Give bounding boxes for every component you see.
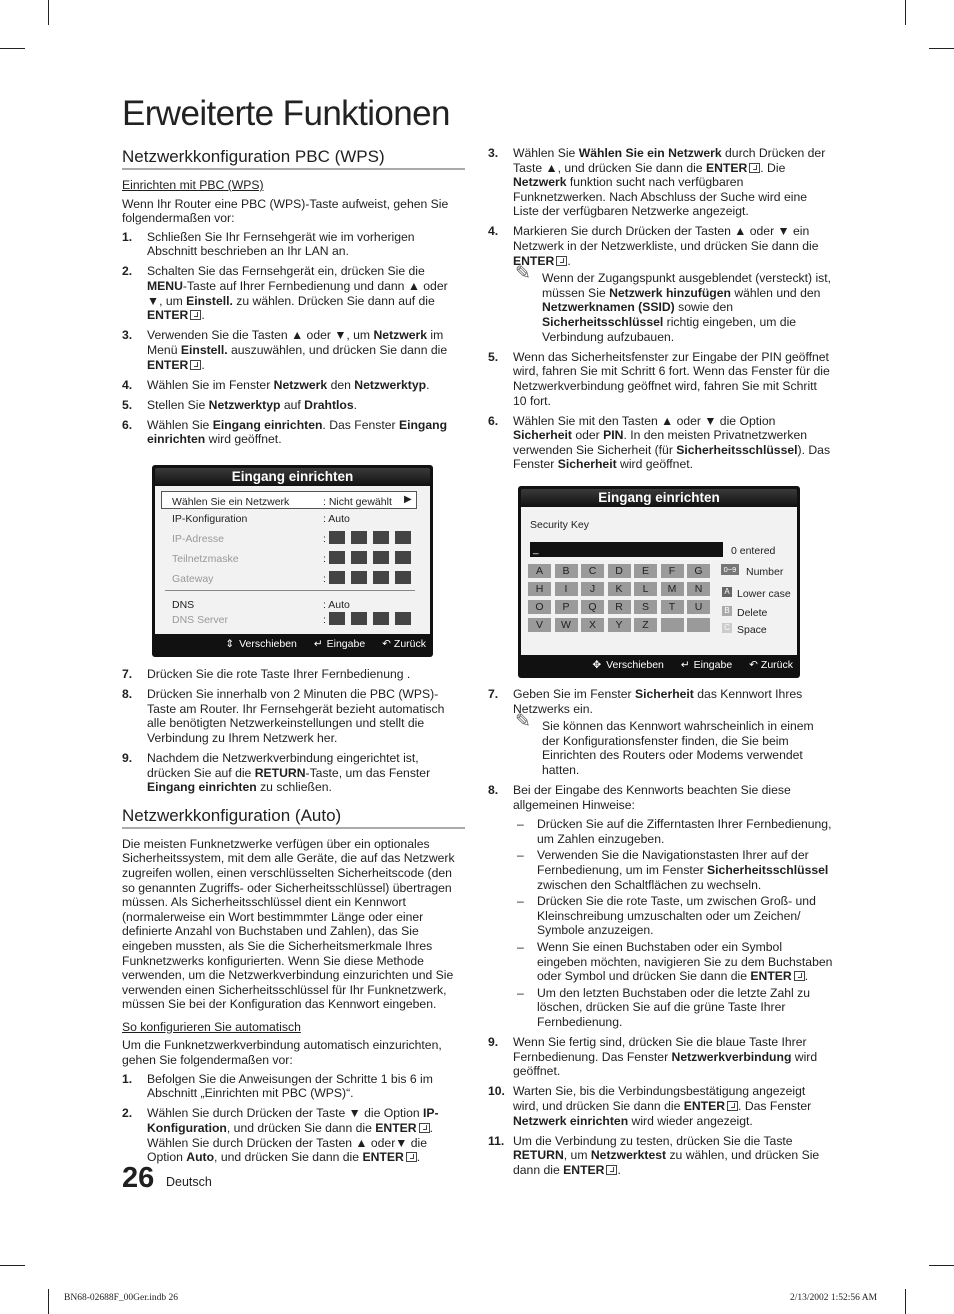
keyboard-key[interactable]: L — [634, 582, 657, 596]
screen-footer: ⇕ Verschieben ↵ Eingabe ↶ Zurück — [225, 638, 426, 650]
pbc-steps — [122, 230, 465, 447]
keyboard-key[interactable]: N — [687, 582, 710, 596]
move-icon: ⇕ — [225, 638, 235, 650]
list-item: 3. Wählen Sie Wählen Sie ein Netzwerk durch Drücken der Taste ▲, und drücken Sie dann die ENTER . Die Netzwerk funktion sucht nach verfügbaren Funknetzwerken. Nach Abschluss der Suche wird eine Liste der verfügbaren Netzwerke angezeigt. — [488, 146, 826, 219]
left-column — [122, 146, 465, 1170]
enter-icon — [419, 1123, 430, 1133]
auto-steps-cont — [488, 146, 833, 472]
security-key-input[interactable]: _ — [530, 542, 723, 557]
list-item: 7. Geben Sie im Fenster Sicherheit das Kennwort Ihres Netzwerks ein. ✎ Sie können das Kennwort wahrscheinlich in einem der Konfigurationsfenster finden, die Sie beim Einrichten des Routers oder Modems verwendet hatten. — [488, 687, 833, 778]
list-item: 1. Befolgen Sie die Anweisungen der Schritte 1 bis 6 im Abschnitt „Einrichten mit PBC (WPS)“. — [122, 1071, 433, 1101]
keyboard-key[interactable]: E — [634, 564, 657, 578]
screen-body — [521, 507, 797, 655]
list-item: 3. Verwenden Sie die Tasten ▲ oder ▼, um Netzwerk im Menü Einstell. auszuwählen, und drücken Sie dann die ENTER . — [122, 328, 448, 372]
row-value: : — [323, 614, 326, 626]
ip-fields — [329, 530, 417, 545]
list-item: 1. Schließen Sie Ihr Fernsehgerät wie im vorherigen Abschnitt beschrieben an Ihr LAN an. — [122, 229, 415, 259]
keyboard-key[interactable]: P — [555, 600, 578, 614]
divider — [165, 590, 415, 591]
section-title-auto: Netzwerkkonfiguration (Auto) — [122, 805, 465, 829]
list-item: 8. Drücken Sie innerhalb von 2 Minuten die PBC (WPS)-Taste am Router. Ihr Fernsehgerät bezieht automatisch alle benötigten Netzwerkeinstellungen und stellt die Verbindung zu Ihrem Netzwerk her. — [122, 687, 445, 745]
keyboard-key[interactable]: W — [555, 618, 578, 632]
pencil-icon: ✎ — [515, 711, 531, 733]
arrow-right-icon: ▶ — [404, 494, 412, 505]
crop-mark — [48, 0, 49, 25]
pencil-icon: ✎ — [515, 263, 531, 285]
blue-key-icon: C — [722, 623, 732, 633]
list-item: 4. Markieren Sie durch Drücken der Tasten ▲ oder ▼ ein Netzwerk in der Netzwerkliste, und drücken Sie dann die ENTER . ✎ Wenn der Zugangspunkt ausgeblendet (versteckt) ist, müssen Sie Netzwerk hinzufügen wählen und den Netzwerknamen (SSID) sowie den Sicherheitsschlüssel richtig eingeben, um die Verbindung aufzubauen. — [488, 224, 832, 344]
crop-mark — [929, 1265, 954, 1266]
row-label: IP-Adresse — [172, 533, 224, 545]
row-label: Wählen Sie ein Netzwerk — [172, 496, 290, 508]
option-number: Number — [746, 565, 784, 578]
list-item: – Um den letzten Buchstaben oder die letzte Zahl zu löschen, drücken Sie auf die grüne Taste Ihrer Fernbedienung. — [517, 985, 811, 1029]
enter-icon — [727, 1101, 738, 1111]
page-number: 26 — [122, 1162, 155, 1194]
list-item: 8. Bei der Eingabe des Kennworts beachten Sie diese allgemeinen Hinweise: – Drücken Sie auf die Zifferntasten Ihrer Fernbedienung, um Zahlen einzugeben. – Verwenden Sie die Navigationstasten Ihrer auf der Fernbedienung, um im Fenster Sicherheitsschlüssel zwischen den Schaltflächen zu wechseln. – Drücken Sie die rote Taste, um zwischen Groß- und Kleinschreibung umzuschalten oder um Zeichen/ Symbole anzuzeigen. – Wenn Sie einen Buchstaben oder ein Symbol eingeben möchten, navigieren Sie zu dem Buchstaben oder Symbol und drücken Sie dann die ENTER . – Um den letzten Buchstaben oder die letzte Zahl zu löschen, drücken Sie auf die grüne Taste Ihrer Fernbedienung. — [488, 783, 833, 1029]
keyboard-key[interactable]: F — [661, 564, 684, 578]
row-value: : — [323, 573, 326, 585]
list-item: – Wenn Sie einen Buchstaben oder ein Symbol eingeben möchten, navigieren Sie zu dem Buchstaben oder Symbol und drücken Sie dann die ENTER . — [517, 939, 833, 984]
auto-steps — [122, 1072, 465, 1165]
row-value: : — [323, 533, 326, 545]
list-item: 2. Wählen Sie durch Drücken der Taste ▼ die Option IP-Konfiguration, und drücken Sie dann die ENTER . Wählen Sie durch Drücken der Tasten ▲ oder▼ die Option Auto, und drücken Sie dann die ENTER . — [122, 1106, 439, 1165]
page-language: Deutsch — [166, 1175, 212, 1189]
keyboard-key[interactable]: U — [687, 600, 710, 614]
print-date: 2/13/2002 1:52:56 AM — [790, 1293, 878, 1303]
row-label[interactable]: IP-Konfiguration — [172, 513, 248, 525]
enter-icon: ↵ — [313, 638, 323, 650]
subsection-auto: So konfigurieren Sie automatisch — [122, 1019, 301, 1034]
keyboard-key[interactable]: Q — [581, 600, 604, 614]
keyboard-key[interactable]: H — [528, 582, 551, 596]
enter-icon — [406, 1152, 417, 1162]
enter-icon — [190, 360, 201, 370]
keyboard-key[interactable]: C — [581, 564, 604, 578]
list-item: 10. Warten Sie, bis die Verbindungsbestätigung angezeigt wird, und drücken Sie dann die ENTER . Das Fenster Netzwerk einrichten wird wieder angezeigt. — [488, 1084, 812, 1128]
keyboard-key[interactable]: I — [555, 582, 578, 596]
subsection-pbc: Einrichten mit PBC (WPS) — [122, 178, 264, 192]
row-label: DNS Server — [172, 614, 229, 626]
keyboard-key[interactable]: D — [608, 564, 631, 578]
green-key-icon: B — [722, 606, 732, 616]
enter-icon — [749, 163, 760, 173]
auto-intro: Die meisten Funknetzwerke verfügen über ein optionales Sicherheitssystem, mit dem alle Geräte, die auf das Netzwerk zugreifen wollen, einen verschlüsselten Sicherheitscode (den so genannten Zugriffs- oder Sicherheitsschlüssel) übertragen müssen. Als Sicherheitsschlüssel dient ein Kennwort (normalerweise ein Wort bestimmmter Länge oder einer definierte Anzahl von Buchstaben und Zahlen), das Sie eingeben mussten, als Sie die Sicherheitsmerkmale Ihres Funknetzwerks konfigurierten. Wenn Sie diese Methode verwenden, um die Netzwerkverbindung einzurichten und Sie verwenden einen Sicherheitsschlüssel für Ihr Funknetzwerk, müssen Sie bei der Konfiguration das Kennwort eingeben. — [122, 836, 455, 1012]
entered-count: 0 entered — [731, 544, 776, 557]
list-item: 5. Wenn das Sicherheitsfenster zur Eingabe der PIN geöffnet wird, fahren Sie mit Schritt 6 fort. Wenn das Fenster für die Netzwerkverbindung geöffnet wird, fahren Sie mit Schritt 10 fort. — [488, 349, 830, 408]
keyboard-key[interactable]: A — [528, 564, 551, 578]
row-label: DNS — [172, 599, 195, 611]
list-item: – Drücken Sie die rote Taste, um zwischen Groß- und Kleinschreibung umzuschalten oder um Zeichen/ Symbole anzuzeigen. — [517, 894, 816, 938]
note: ✎ Sie können das Kennwort wahrscheinlich in einem der Konfigurationsfenster finden, die Sie beim Einrichten des Routers oder Modems verwendet hatten. — [515, 711, 814, 777]
screen-body — [155, 486, 430, 634]
row-label: Teilnetzmaske — [172, 553, 239, 565]
keyboard-key[interactable]: T — [661, 600, 684, 614]
crop-mark — [905, 0, 906, 25]
red-key-icon: A — [722, 587, 732, 597]
enter-icon — [556, 256, 567, 266]
return-icon: ↶ — [749, 658, 758, 671]
keyboard-key[interactable]: R — [608, 600, 631, 614]
list-item: 9. Wenn Sie fertig sind, drücken Sie die blaue Taste Ihrer Fernbedienung. Das Fenster Netzwerkverbindung wird geöffnet. — [488, 1035, 818, 1079]
keyboard-key[interactable]: J — [581, 582, 604, 596]
number-key-icon: 0~9 — [721, 564, 739, 575]
subnet-fields — [329, 550, 417, 565]
list-item: 5. Stellen Sie Netzwerktyp auf Drahtlos. — [122, 397, 357, 412]
pbc-intro: Wenn Ihr Router eine PBC (WPS)-Taste aufweist, gehen Sie folgendermaßen vor: — [122, 196, 449, 226]
keyboard-key[interactable]: Z — [634, 618, 657, 632]
enter-icon — [606, 1165, 617, 1175]
auto-intro2: Um die Funknetzwerkverbindung automatisch einzurichten, gehen Sie folgendermaßen vor: — [122, 1038, 442, 1068]
keyboard-key[interactable] — [661, 618, 684, 632]
list-item: 6. Wählen Sie Eingang einrichten. Das Fenster Eingang einrichten wird geöffnet. — [122, 417, 448, 447]
crop-mark — [0, 48, 25, 49]
enter-icon — [190, 310, 201, 320]
keyboard-key[interactable]: O — [528, 600, 551, 614]
move-icon: ✥ — [592, 658, 602, 671]
page-title: Erweiterte Funktionen — [122, 94, 450, 133]
keyboard-key[interactable]: M — [661, 582, 684, 596]
right-column — [488, 146, 833, 1183]
keyboard-key[interactable]: K — [608, 582, 631, 596]
list-item: 6. Wählen Sie mit den Tasten ▲ oder ▼ die Option Sicherheit oder PIN. In den meisten Privatnetzwerken verwenden Sie Sicherheit (für Sicherheitsschlüssel). Das Fenster Sicherheit wird geöffnet. — [488, 413, 831, 472]
tv-screen-security-key — [518, 486, 800, 678]
option-delete: Delete — [737, 606, 768, 619]
list-item: – Drücken Sie auf die Zifferntasten Ihrer Fernbedienung, um Zahlen einzugeben. — [517, 817, 832, 846]
list-item: 7. Drücken Sie die rote Taste Ihrer Fernbedienung . — [122, 667, 411, 681]
list-item: 4. Wählen Sie im Fenster Netzwerk den Netzwerktyp. — [122, 377, 430, 392]
screen-title: Eingang einrichten — [155, 468, 430, 486]
tv-screen-network-setup — [152, 465, 433, 657]
return-icon: ↶ — [382, 638, 391, 650]
row-value: : Auto — [323, 513, 350, 525]
option-lower-case: Lower case — [737, 587, 791, 600]
screen-footer: ✥ Verschieben ↵ Eingabe ↶ Zurück — [592, 658, 793, 671]
note: ✎ Wenn der Zugangspunkt ausgeblendet (versteckt) ist, müssen Sie Netzwerk hinzufügen wählen und den Netzwerknamen (SSID) sowie den Sicherheitsschlüssel richtig eingeben, um die Verbindung aufzubauen. — [515, 263, 832, 344]
crop-mark — [0, 1265, 25, 1266]
row-value: : — [323, 553, 326, 565]
row-value: : Nicht gewählt — [323, 496, 392, 508]
crop-mark — [48, 1289, 49, 1314]
pbc-steps-cont — [122, 667, 465, 795]
list-item: – Verwenden Sie die Navigationstasten Ihrer auf der Fernbedienung, um im Fenster Sicherheitsschlüssel zwischen den Schaltflächen zu wechseln. — [517, 848, 829, 892]
list-item: 11. Um die Verbindung zu testen, drücken Sie die Taste RETURN, um Netzwerktest zu wählen, und drücken Sie dann die ENTER . — [488, 1133, 820, 1177]
keyboard-key[interactable]: S — [634, 600, 657, 614]
keyboard-key[interactable]: V — [528, 618, 551, 632]
enter-icon — [794, 971, 805, 981]
auto-steps-cont2 — [488, 687, 833, 1177]
keyboard-key[interactable]: G — [687, 564, 710, 578]
list-item: 9. Nachdem die Netzwerkverbindung eingerichtet ist, drücken Sie auf die RETURN-Taste, um das Fenster Eingang einrichten zu schließen. — [122, 750, 431, 795]
crop-mark — [905, 1289, 906, 1314]
keyboard-key[interactable]: B — [555, 564, 578, 578]
option-space: Space — [737, 623, 767, 636]
crop-mark — [929, 48, 954, 49]
keyboard-key[interactable]: X — [581, 618, 604, 632]
row-label: Gateway — [172, 573, 214, 585]
print-file-name: BN68-02688F_00Ger.indb 26 — [64, 1293, 178, 1303]
keyboard-key[interactable] — [687, 618, 710, 632]
keyboard-key[interactable]: Y — [608, 618, 631, 632]
gateway-fields — [329, 570, 417, 585]
list-item: 2. Schalten Sie das Fernsehgerät ein, drücken Sie die MENU-Taste auf Ihrer Fernbedienung und dann ▲ oder ▼, um Einstell. zu wählen. Drücken Sie dann auf die ENTER . — [122, 264, 448, 323]
security-key-label: Security Key — [530, 518, 589, 531]
dns-fields — [329, 611, 417, 626]
screen-title: Eingang einrichten — [521, 489, 797, 507]
enter-icon: ↵ — [680, 658, 690, 671]
section-title-pbc: Netzwerkkonfiguration PBC (WPS) — [122, 146, 465, 170]
row-value: : Auto — [323, 599, 350, 611]
